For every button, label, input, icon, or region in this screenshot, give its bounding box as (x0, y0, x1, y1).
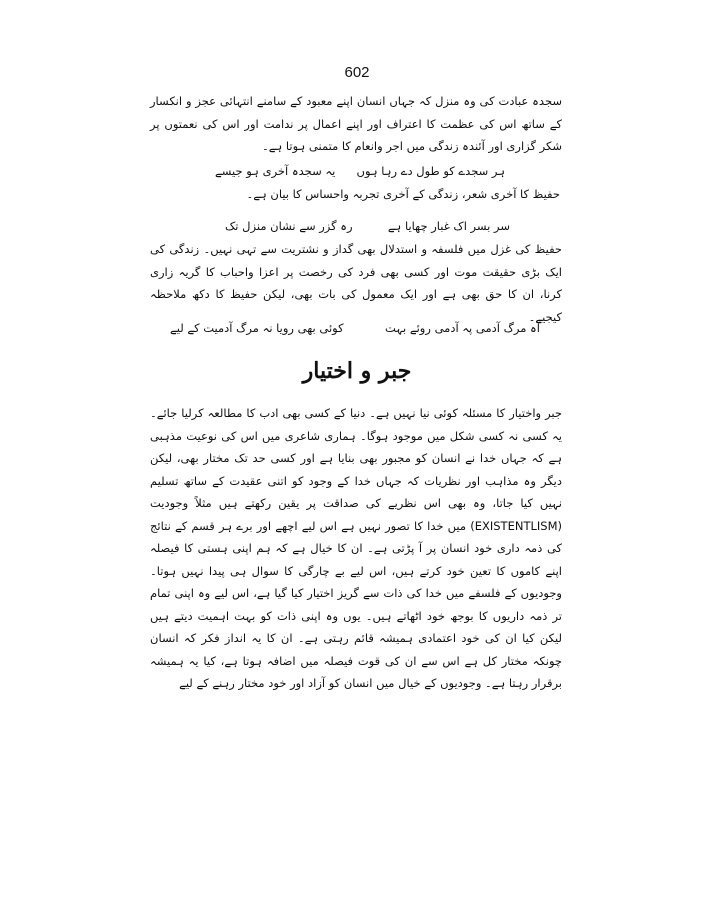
paragraph-2: حفیظ کی غزل میں فلسفہ و استدلال بھی گداز و نشتریت سے تہی نہیں۔ زندگی کی ایک بڑی حقیقت موت اور کسی بھی فرد کی رخصت پر اعزا واحباب کا گریہ زاری کرنا، ان کا حق بھی ہے اور ایک معمول کی بات بھی، لیکن حفیظ کا دکھ ملاحظہ کیجیے۔ (150, 242, 562, 324)
couplet-2-misra-2: رہ گزر سے نشان منزل تک (225, 219, 353, 233)
section-heading: جبر و اختیار (302, 358, 412, 384)
couplet-3-misra-2: کوئی بھی رویا نہ مرگ آدمیت کے لیے (170, 321, 344, 335)
couplet-3 (170, 317, 540, 339)
couplet-2-misra-1: سر بسر اک غبار چھایا ہے (387, 219, 510, 233)
line-after-couplet-1-wrap (200, 183, 560, 206)
couplet-3-misra-1: آہ مرگ آدمی پہ آدمی روئے بہت (384, 321, 540, 335)
couplet-1-misra-1: ہر سجدے کو طول دے رہا ہوں (356, 164, 505, 178)
intro-paragraph: سجدہ عبادت کی وہ منزل کہ جہاں انسان اپنے معبود کے سامنے انتہائی عجز و انکسار کے ساتھ اس کی عظمت کا اعتراف اور اپنے اعمال پر ندامت اور اس کی نعمتوں پر شکر گزاری اور آئندہ زندگی میں اجر وانعام کا متمنی ہوتا ہے۔ (150, 94, 562, 153)
couplet-1-misra-2: یہ سجدہ آخری ہو جیسے (215, 164, 336, 178)
paragraph-3-wrap (150, 402, 562, 695)
line-after-couplet-1: حفیظ کا آخری شعر، زندگی کے آخری تجربہ واحساس کا بیان ہے۔ (246, 187, 560, 201)
paragraph-2-wrap (150, 238, 562, 328)
couplet-2 (225, 215, 510, 237)
couplet-1 (215, 160, 505, 182)
intro-section (150, 90, 562, 158)
paragraph-3: جبر واختیار کا مسئلہ کوئی نیا نہیں ہے۔ دنیا کے کسی بھی ادب کا مطالعہ کرلیا جائے۔ یہ کسی نہ کسی شکل میں موجود ہوگا۔ ہماری شاعری میں اس کی نوعیت مذہبی ہے کہ جہاں خدا نے انسان کو مجبور بھی بنایا ہے اور کسی حد تک مختار بھی، لیکن دیگر وہ مذاہب اور نظریات کہ جہاں خدا کے وجود کو اتنی عقیدت کے ساتھ تسلیم نہیں کیا جاتا، وہ بھی اس نظریے کی صداقت پر یقین رکھتے ہیں مثلاً وجودیت (EXISTENTLISM) میں خدا کا تصور نہیں ہے اس لیے اچھے اور برے ہر قسم کے نتائج کی ذمہ داری خود انسان پر آ پڑتی ہے۔ ان کا خیال ہے کہ ہم اپنی ہستی کا فیصلہ اپنے کاموں کا تعین خود کرتے ہیں، اس لیے بے چارگی کا سوال ہی پیدا نہیں ہوتا۔ وجودیوں کے فلسفے میں خدا کی ذات سے گریز اختیار کیا گیا ہے، اس لیے وہ اپنی تمام تر ذمہ داریوں کا بوجھ خود اٹھاتے ہیں۔ یوں وہ اپنی ذات کو بہت اہمیت دیتے ہیں لیکن کیا ان کی خود اعتمادی ہمیشہ قائم رہتی ہے۔ ان کا یہ انداز فکر کہ انسان چونکہ مختار کل ہے اس سے ان کی قوت فیصلہ میں اضافہ ہوتا ہے، کیا یہ ہمیشہ برقرار رہتا ہے۔ وجودیوں کے خیال میں انسان کو آزاد اور خود مختار رہنے کے لیے (150, 406, 562, 690)
page-number: 602 (344, 64, 370, 81)
